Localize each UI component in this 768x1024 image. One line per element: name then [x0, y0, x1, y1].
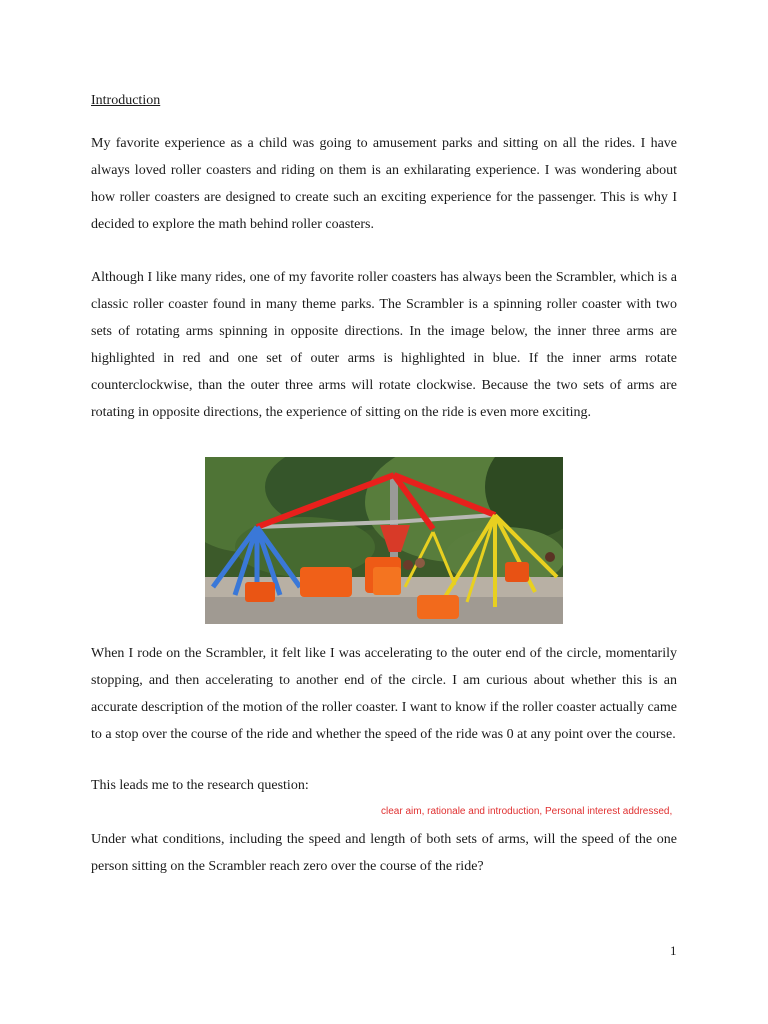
research-question: Under what conditions, including the speed and length of both sets of arms, will the speed of the one person sitting on the Scrambler reach zero over the course of the ride?: [91, 832, 677, 874]
research-question-lead: This leads me to the research question:: [91, 778, 309, 793]
intro-paragraph-2: Although I like many rides, one of my favorite roller coasters has always been the Scrambler, which is a classic roller coaster found in many theme parks. The Scrambler is a spinning roller coaster with two sets of rotating arms spinning in opposite directions. In the image below, the inner three arms are highlighted in red and one set of outer arms is highlighted in blue. If the inner arms rotate counterclockwise, than the outer three arms will rotate clockwise. Because the two sets of arms are rotating in opposite directions, the experience of sitting on the ride is even more exciting.: [91, 270, 677, 420]
section-heading: Introduction: [91, 93, 161, 108]
grader-annotation: clear aim, rationale and introduction, Personal interest addressed,: [381, 806, 673, 817]
intro-paragraph-1: My favorite experience as a child was going to amusement parks and sitting on all the rides. I have always loved roller coasters and riding on them is an exhilarating experience. I was wondering about how roller coasters are designed to create such an exciting experience for the passenger. This is why I decided to explore the math behind roller coasters.: [91, 136, 677, 232]
page-number: 1: [670, 943, 677, 958]
scrambler-ride-photo: [205, 457, 563, 624]
intro-paragraph-3: When I rode on the Scrambler, it felt like I was accelerating to the outer end of the circle, momentarily stopping, and then accelerating to another end of the circle. I am curious about whether this is an accurate description of the motion of the roller coaster. I want to know if the roller coaster actually came to a stop over the course of the ride and whether the speed of the ride was 0 at any point over the course.: [91, 646, 677, 742]
